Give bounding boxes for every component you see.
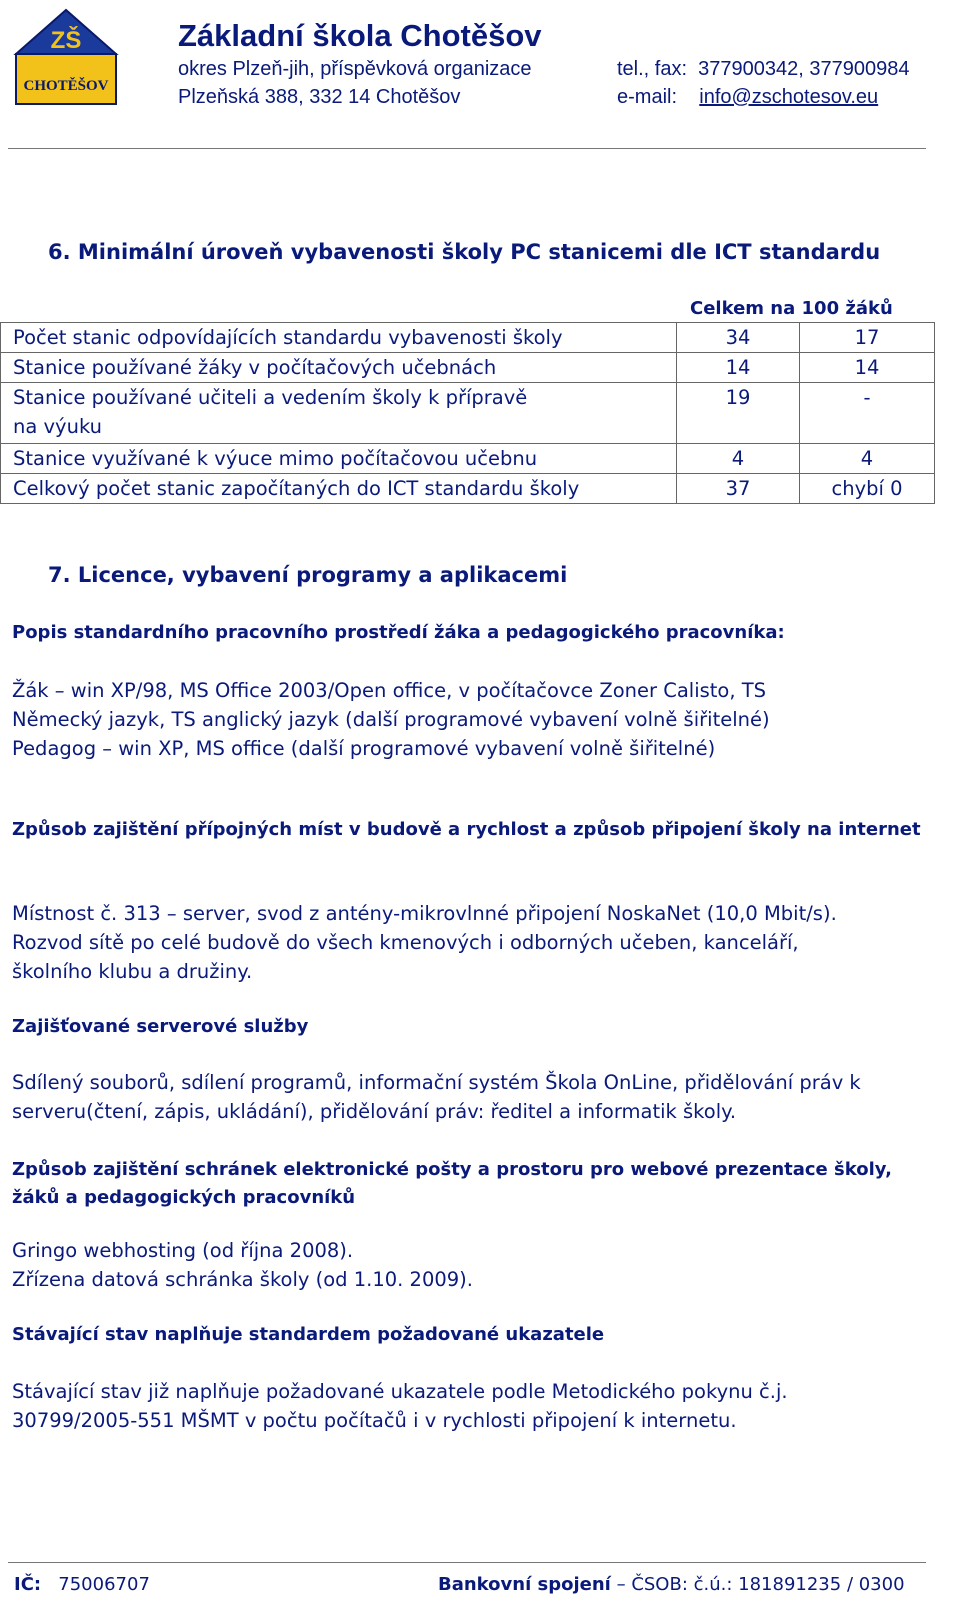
ict-table	[0, 322, 935, 504]
row-total: 37	[677, 474, 800, 504]
row-label: Stanice používané učiteli a vedením školy k přípravě na výuku	[1, 383, 677, 444]
email-label: e-mail:	[617, 86, 678, 108]
phone-label: tel., fax:	[617, 58, 688, 80]
row-per100: 17	[800, 323, 935, 353]
block-paragraph: Místnost č. 313 – server, svod z antény-mikrovlnné připojení NoskaNet (10,0 Mbit/s). Rozvod sítě po celé budově do všech kmenových i odborných učeben, kanceláří, školního klubu a družiny.	[12, 902, 837, 983]
row-per100: 4	[800, 444, 935, 474]
school-name: Základní škola Chotěšov	[178, 18, 542, 53]
row-label: Stanice využívané k výuce mimo počítačovou učebnu	[1, 444, 677, 474]
block-paragraph: Žák – win XP/98, MS Office 2003/Open office, v počítačovce Zoner Calisto, TS Německý jazyk, TS anglický jazyk (další programové vybavení volně šiřitelné)	[12, 679, 770, 731]
block-paragraph: Gringo webhosting (od října 2008).	[12, 1239, 354, 1262]
row-total: 14	[677, 353, 800, 383]
logo-caption: CHOTĚŠOV	[23, 78, 109, 94]
table-row	[1, 474, 935, 504]
block-heading: Zajišťované serverové služby	[12, 1016, 309, 1037]
block-paragraph: Zřízena datová schránka školy (od 1.10. 2009).	[12, 1268, 473, 1291]
table-column-headers: Celkem na 100 žáků	[690, 298, 893, 319]
block-heading: Stávající stav naplňuje standardem požadované ukazatele	[12, 1324, 605, 1345]
row-per100: chybí 0	[800, 474, 935, 504]
section7-title: 7. Licence, vybavení programy a aplikacemi	[48, 563, 568, 587]
footer-bank	[438, 1574, 905, 1595]
address: Plzeňská 388, 332 14 Chotěšov	[178, 86, 461, 108]
block-paragraph: Sdílený souborů, sdílení programů, informační systém Škola OnLine, přidělování práv k serveru(čtení, zápis, ukládání), přidělování práv: ředitel a informatik školy.	[12, 1071, 861, 1123]
row-total: 19	[677, 383, 800, 444]
block-heading: Způsob zajištění schránek elektronické pošty a prostoru pro webové prezentace školy, žáků a pedagogických pracovníků	[12, 1159, 892, 1208]
email-link[interactable]: info@zschotesov.eu	[699, 86, 879, 108]
table-row	[1, 323, 935, 353]
block-paragraph: Stávající stav již naplňuje požadované ukazatele podle Metodického pokynu č.j. 30799/2005-551 MŠMT v počtu počítačů i v rychlosti připojení k internetu.	[12, 1380, 788, 1432]
organization: okres Plzeň-jih, příspěvková organizace	[178, 58, 532, 80]
email-line	[617, 86, 878, 109]
block-paragraph: Pedagog – win XP, MS office (další programové vybavení volně šiřitelné)	[12, 737, 716, 760]
section6-title: 6. Minimální úroveň vybavenosti školy PC stanicemi dle ICT standardu	[48, 240, 881, 264]
row-total: 4	[677, 444, 800, 474]
row-per100: -	[800, 383, 935, 444]
footer-ico	[14, 1574, 150, 1595]
ico-label: IČ:	[14, 1574, 42, 1595]
row-label: Počet stanic odpovídajících standardu vybavenosti školy	[1, 323, 677, 353]
row-label: Celkový počet stanic započítaných do ICT standardu školy	[1, 474, 677, 504]
logo-text: ZŠ	[50, 27, 82, 54]
block-heading: Způsob zajištění přípojných míst v budově a rychlost a způsob připojení školy na internet	[12, 819, 921, 840]
ico-value: 75006707	[58, 1574, 150, 1595]
phone-line	[617, 58, 909, 81]
bank-label: Bankovní spojení	[438, 1574, 611, 1595]
block-heading: Popis standardního pracovního prostředí žáka a pedagogického pracovníka:	[12, 622, 785, 643]
footer-divider	[8, 1562, 926, 1563]
row-per100: 14	[800, 353, 935, 383]
phone-value: 377900342, 377900984	[698, 58, 910, 80]
school-logo	[12, 6, 120, 106]
bank-value: – ČSOB: č.ú.: 181891235 / 0300	[616, 1574, 905, 1595]
table-row	[1, 444, 935, 474]
header-divider	[8, 148, 926, 149]
row-label: Stanice používané žáky v počítačových učebnách	[1, 353, 677, 383]
table-row	[1, 383, 935, 444]
table-row	[1, 353, 935, 383]
row-total: 34	[677, 323, 800, 353]
